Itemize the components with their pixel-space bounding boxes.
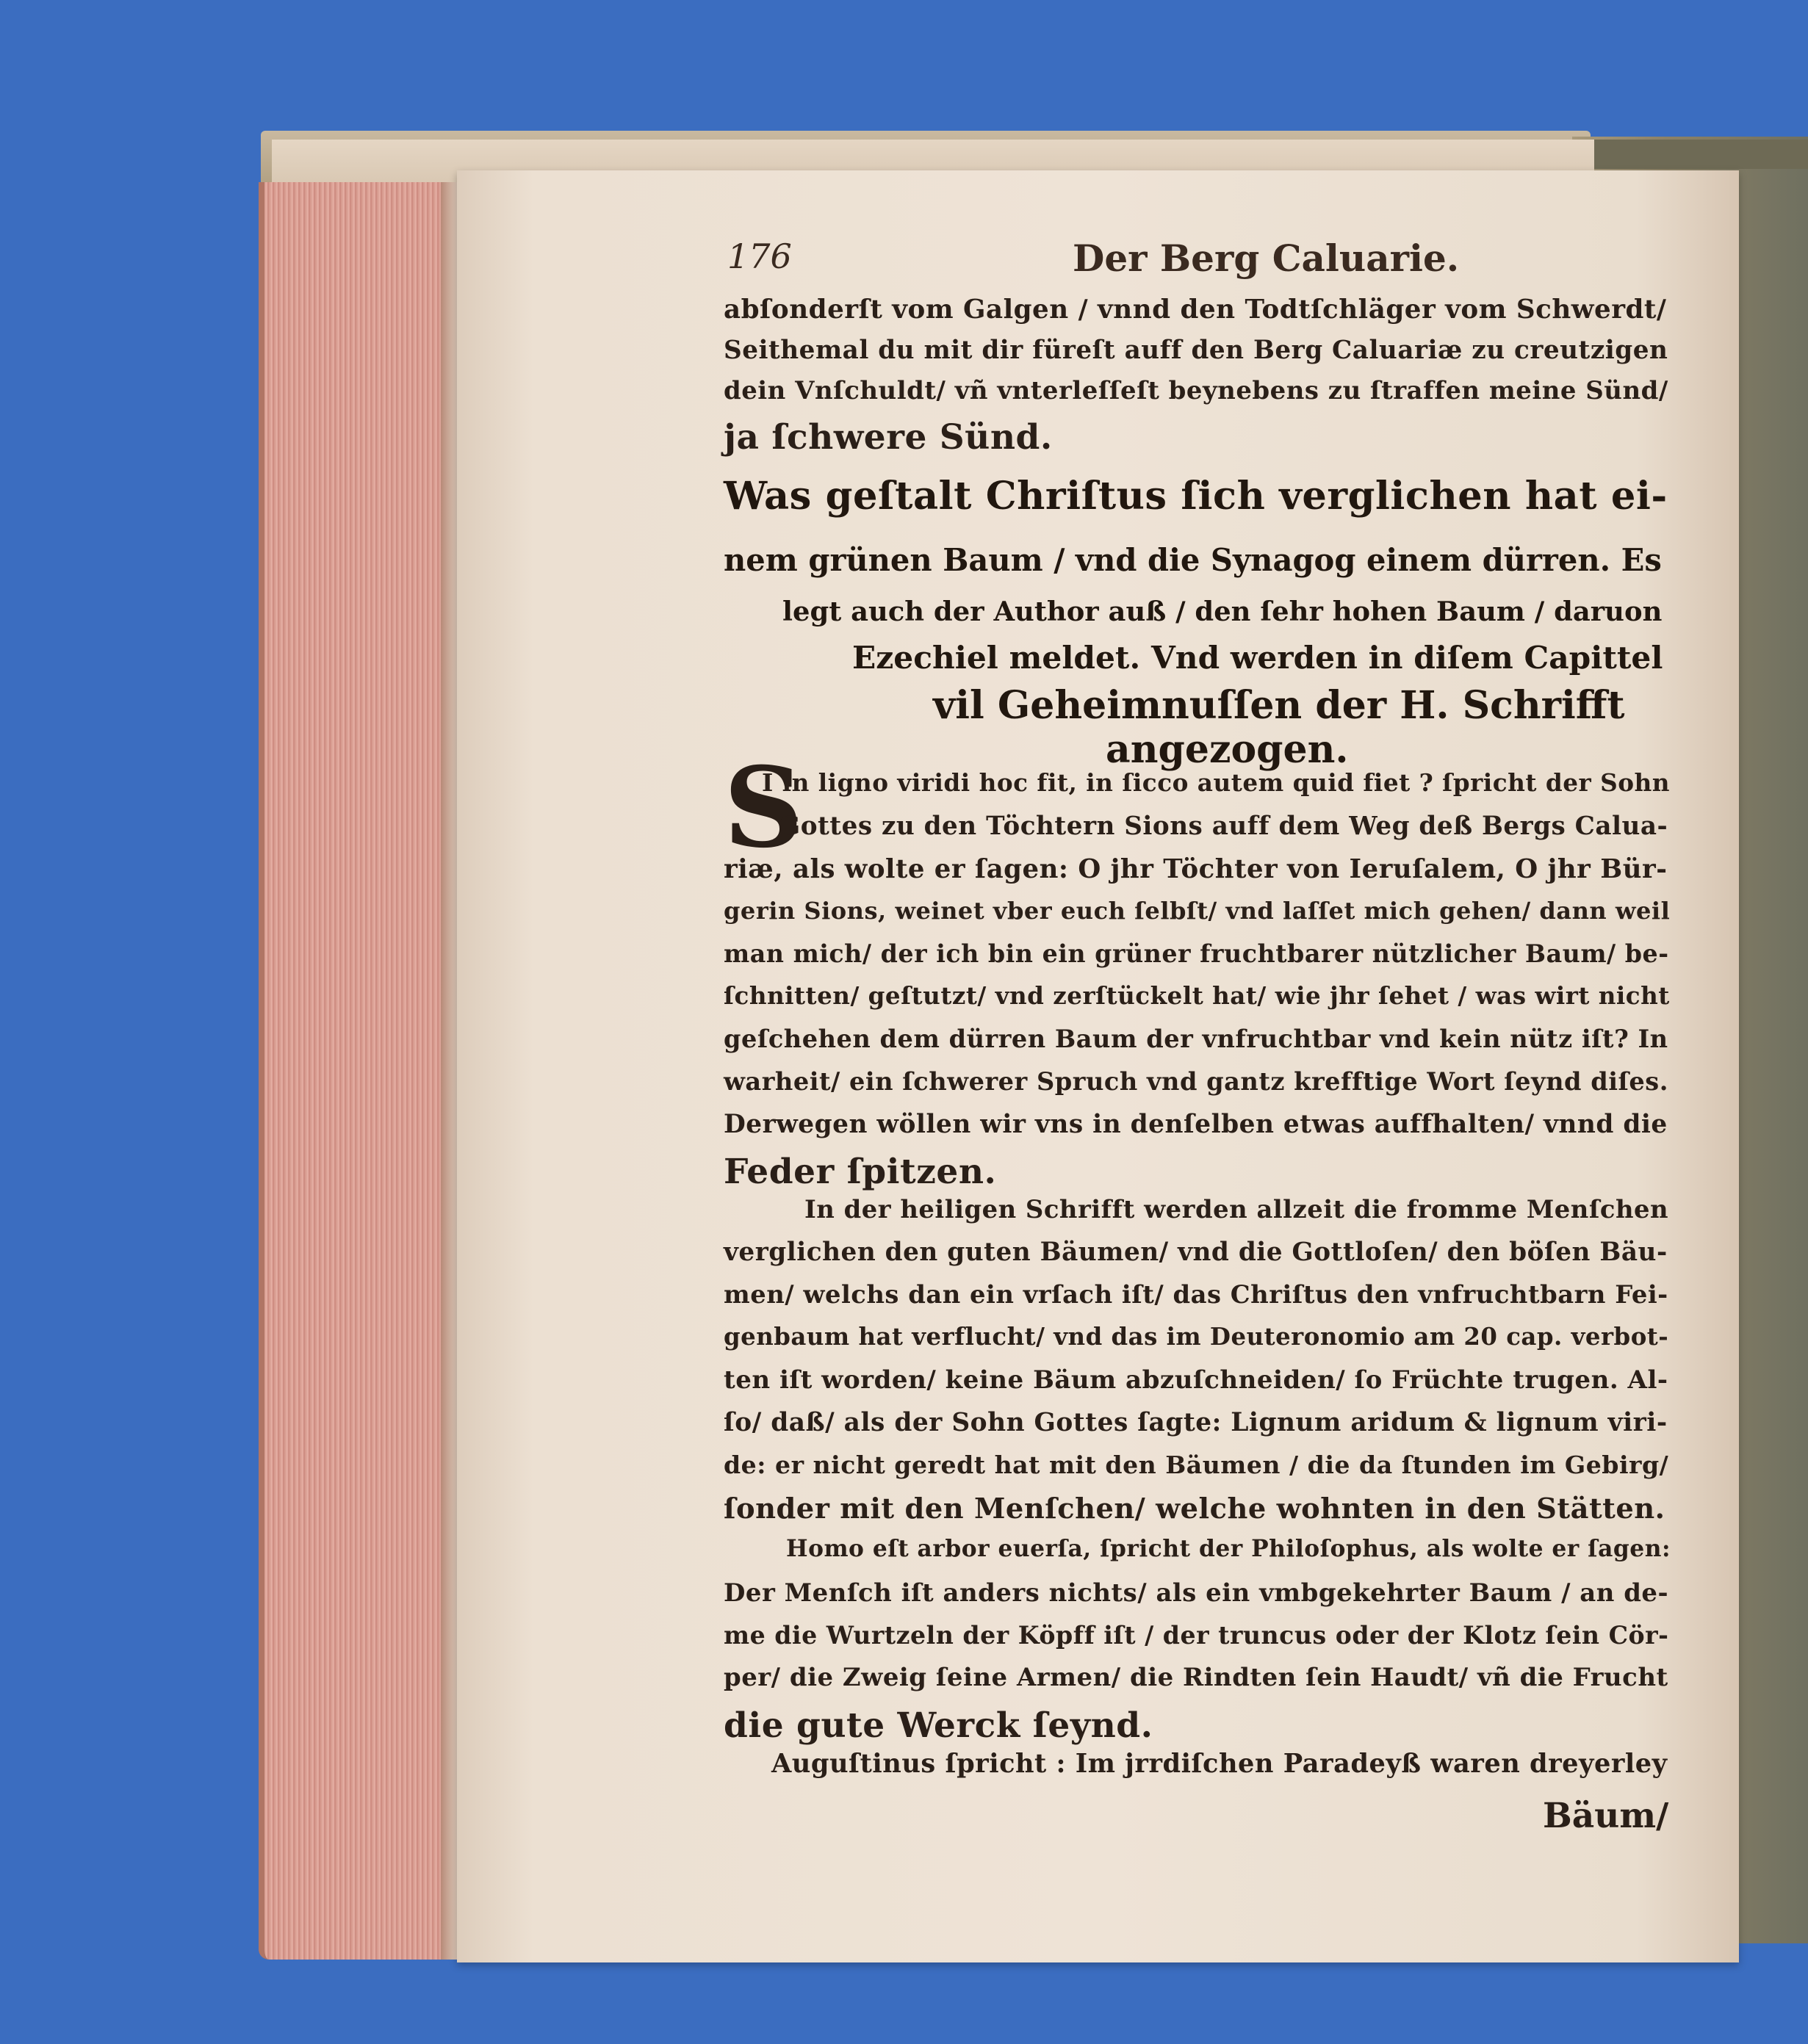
body-line: In der heiligen Schrifft werden allzeit die fromme Menſchen (804, 1194, 1669, 1224)
body-line: dein Vnſchuldt/ vñ vnterleſſeſt beynebens zu ſtraffen meine Sünd/ (724, 376, 1668, 405)
body-line: Gottes zu den Töchtern Sions auff dem Weg deß Bergs Calua- (779, 812, 1668, 841)
body-line: ſchnitten/ geſtutzt/ vnd zerſtückelt hat/ wie jhr ſehet / was wirt nicht (724, 981, 1670, 1010)
body-line: men/ welchs dan ein vrſach iſt/ das Chriſtus den vnfruchtbarn Fei- (724, 1279, 1668, 1309)
running-title: Der Berg Caluarie. (1073, 236, 1460, 280)
body-line: die gute Werck ſeynd. (724, 1705, 1153, 1746)
body-line: man mich/ der ich bin ein grüner fruchtbarer nützlicher Baum/ be- (724, 939, 1669, 968)
body-line: Der Menſch iſt anders nichts/ als ein vmbgekehrter Baum / an de- (724, 1578, 1669, 1607)
chapter-heading-line: Was geſtalt Chriſtus ſich verglichen hat ei- (724, 474, 1668, 519)
body-line: ſonder mit den Menſchen/ welche wohnten in den Stätten. (724, 1492, 1665, 1525)
body-line: verglichen den guten Bäumen/ vnd die Gottloſen/ den böſen Bäu- (724, 1238, 1668, 1267)
body-line: I in ligno viridi hoc fit, in ſicco autem quid fiet ? ſpricht der Sohn (762, 768, 1671, 797)
chapter-heading-line: nem grünen Baum / vnd die Synagog einem dürren. Es (724, 542, 1662, 578)
body-line: ſo/ daß/ als der Sohn Gottes ſagte: Lignum aridum & lignum viri- (724, 1408, 1668, 1437)
body-line: abſonderſt vom Galgen / vnnd den Todtſchläger vom Schwerdt/ (724, 294, 1667, 325)
chapter-heading-line: angezogen. (1106, 727, 1349, 772)
chapter-heading-line: Ezechiel meldet. Vnd werden in diſem Capittel (852, 639, 1663, 676)
body-line: genbaum hat verflucht/ vnd das im Deuteronomio am 20 cap. verbot- (724, 1323, 1669, 1351)
body-line: Auguſtinus ſpricht : Im jrrdiſchen Paradeyß waren dreyerley (771, 1749, 1668, 1779)
chapter-heading-line: legt auch der Author auß / den ſehr hohen Baum / daruon (782, 595, 1663, 627)
body-line: Derwegen wöllen wir vns in denſelben etwas auffhalten/ vnnd die (724, 1110, 1668, 1139)
body-line: Homo eſt arbor euerſa, ſpricht der Philoſophus, als wolte er ſagen: (786, 1536, 1671, 1562)
page-number: 176 (727, 236, 792, 276)
body-line: geſchehen dem dürren Baum der vnfruchtbar vnd kein nütz iſt? In (724, 1024, 1668, 1053)
page-block-edge (259, 182, 459, 1960)
running-head (727, 236, 1682, 281)
body-line: me die Wurtzeln der Köpff iſt / der truncus oder der Klotz ſein Cör- (724, 1621, 1669, 1650)
body-line: ten iſt worden/ keine Bäum abzuſchneiden/ ſo Früchte trugen. Al- (724, 1365, 1668, 1395)
body-line: Seithemal du mit dir füreſt auff den Berg Caluariæ zu creutzigen (724, 336, 1668, 365)
body-line: ja ſchwere Sünd. (724, 417, 1053, 458)
body-line: gerin Sions, weinet vber euch ſelbſt/ vnd laſſet mich gehen/ dann weil (724, 897, 1671, 925)
body-line: warheit/ ein ſchwerer Spruch vnd gantz krefftige Wort ſeynd diſes. (724, 1066, 1668, 1096)
drop-cap: S (724, 743, 804, 873)
body-line: per/ die Zweig ſeine Armen/ die Rindten ſein Haudt/ vñ die Frucht (724, 1663, 1668, 1692)
body-line: riæ, als wolte er ſagen: O jhr Töchter von Ieruſalem, O jhr Bür- (724, 854, 1668, 884)
body-line: de: er nicht geredt hat mit den Bäumen / die da ſtunden im Gebirg/ (724, 1451, 1669, 1479)
catchword: Bäum/ (1543, 1796, 1669, 1836)
body-line: Feder ſpitzen. (724, 1152, 997, 1192)
chapter-heading-line: vil Geheimnuſſen der H. Schrifft (933, 683, 1625, 728)
book-cover-corner (1591, 140, 1808, 169)
